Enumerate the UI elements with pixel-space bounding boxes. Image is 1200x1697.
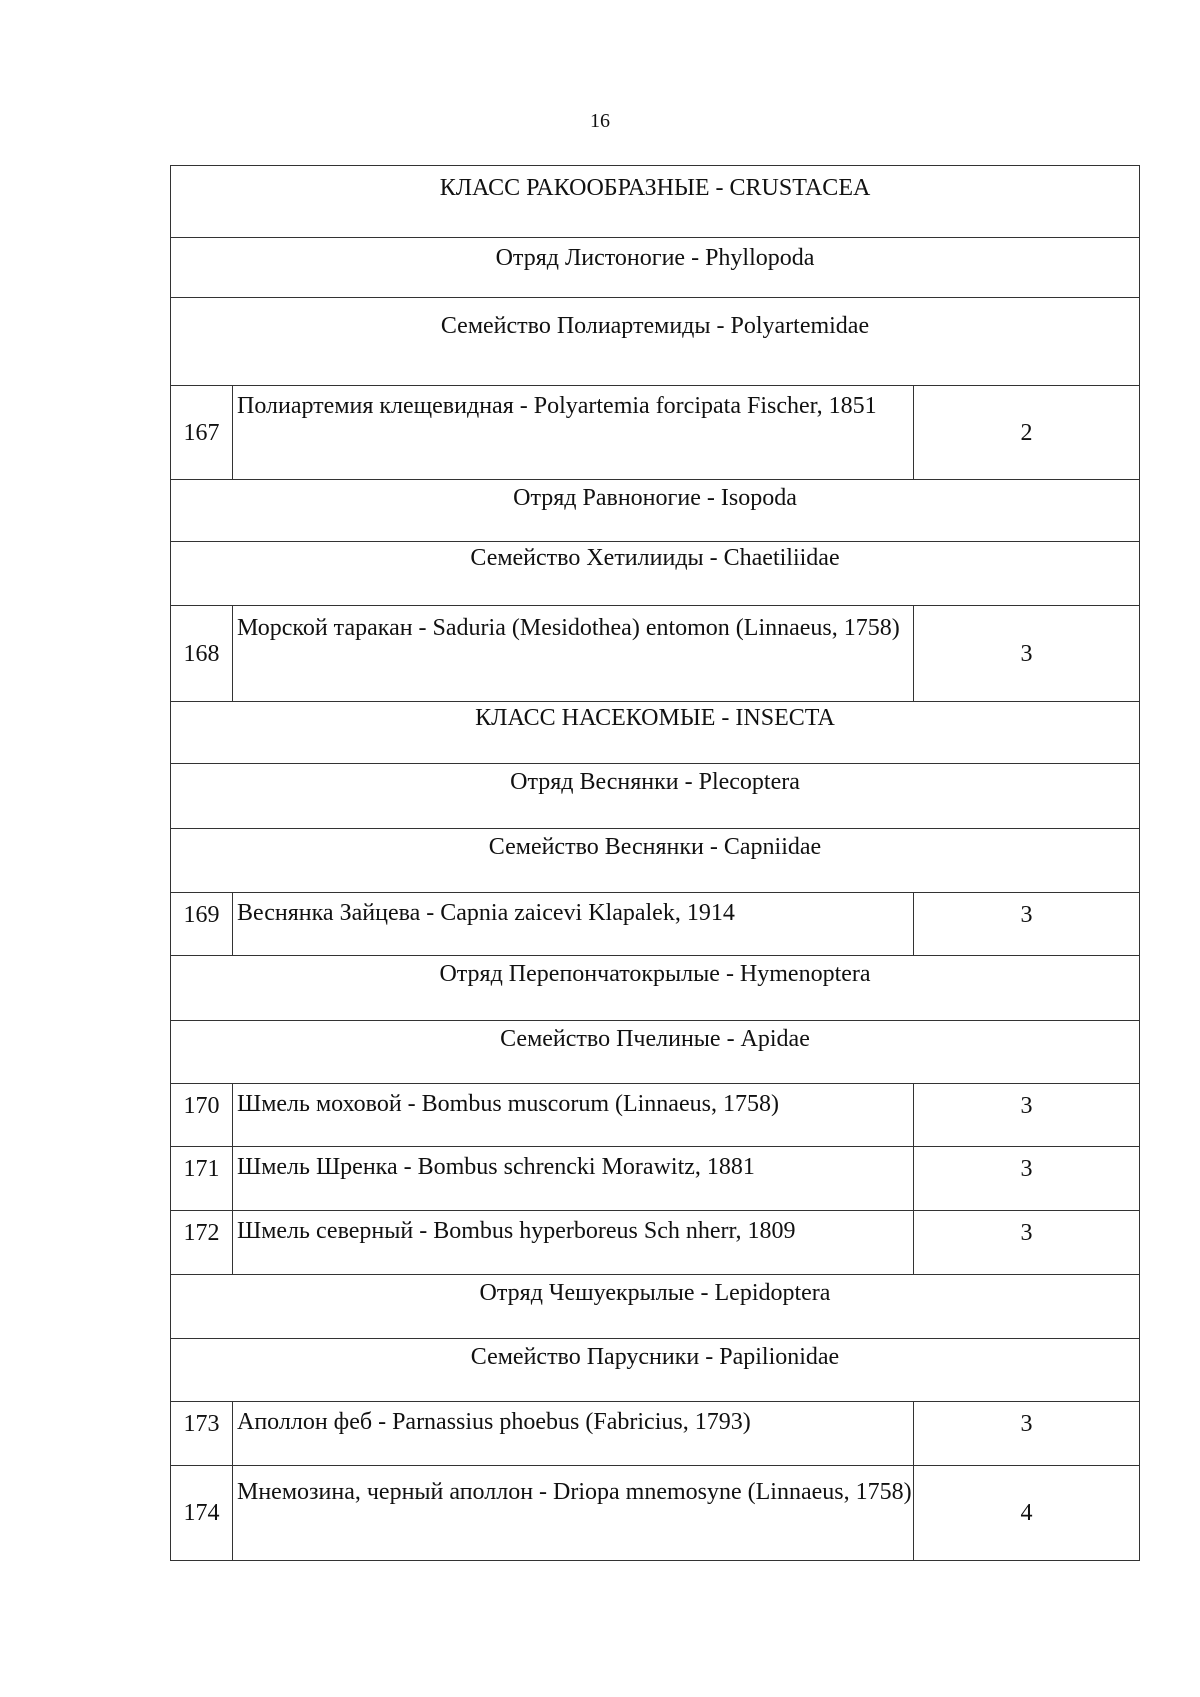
family-header: Семейство Хетилииды - Chaetiliidae	[171, 542, 1140, 606]
species-name: Шмель моховой - Bombus muscorum (Linnaeus, 1758)	[233, 1084, 914, 1147]
status-category: 4	[914, 1466, 1140, 1561]
page-number: 16	[590, 110, 610, 132]
table-row	[171, 1275, 1140, 1339]
table-row	[171, 1021, 1140, 1084]
table-row	[171, 298, 1140, 386]
family-header: Семейство Парусники - Papilionidae	[171, 1339, 1140, 1402]
entry-number: 171	[171, 1147, 233, 1211]
status-category: 2	[914, 386, 1140, 480]
status-category: 3	[914, 1211, 1140, 1275]
status-category: 3	[914, 606, 1140, 702]
table-row	[171, 166, 1140, 238]
table-row	[171, 1339, 1140, 1402]
family-header: Семейство Пчелиные - Apidae	[171, 1021, 1140, 1084]
table-row	[171, 1211, 1140, 1275]
table-row	[171, 238, 1140, 298]
table-row	[171, 1084, 1140, 1147]
species-name: Веснянка Зайцева - Capnia zaicevi Klapalek, 1914	[233, 893, 914, 956]
table-row	[171, 606, 1140, 702]
species-table	[170, 165, 1140, 1561]
entry-number: 172	[171, 1211, 233, 1275]
family-header: Семейство Веснянки - Capniidae	[171, 829, 1140, 893]
family-header: Семейство Полиартемиды - Polyartemidae	[171, 298, 1140, 386]
table-row	[171, 893, 1140, 956]
status-category: 3	[914, 1402, 1140, 1466]
class-header: КЛАСС НАСЕКОМЫЕ - INSECTA	[171, 702, 1140, 764]
table-row	[171, 1147, 1140, 1211]
entry-number: 173	[171, 1402, 233, 1466]
table-row	[171, 542, 1140, 606]
entry-number: 174	[171, 1466, 233, 1561]
order-header: Отряд Перепончатокрылые - Hymenoptera	[171, 956, 1140, 1021]
entry-number: 167	[171, 386, 233, 480]
entry-number: 168	[171, 606, 233, 702]
order-header: Отряд Листоногие - Phyllopoda	[171, 238, 1140, 298]
order-header: Отряд Равноногие - Isopoda	[171, 480, 1140, 542]
species-name: Полиартемия клещевидная - Polyartemia forcipata Fischer, 1851	[233, 386, 914, 480]
status-category: 3	[914, 1147, 1140, 1211]
table-row	[171, 1402, 1140, 1466]
entry-number: 170	[171, 1084, 233, 1147]
class-header: КЛАСС РАКООБРАЗНЫЕ - CRUSTACEA	[171, 166, 1140, 238]
order-header: Отряд Чешуекрылые - Lepidoptera	[171, 1275, 1140, 1339]
order-header: Отряд Веснянки - Plecoptera	[171, 764, 1140, 829]
species-name: Мнемозина, черный аполлон - Driopa mnemosyne (Linnaeus, 1758)	[233, 1466, 914, 1561]
species-name: Шмель Шренка - Bombus schrencki Morawitz, 1881	[233, 1147, 914, 1211]
table-row	[171, 956, 1140, 1021]
table-row	[171, 480, 1140, 542]
species-name: Аполлон феб - Parnassius phoebus (Fabricius, 1793)	[233, 1402, 914, 1466]
table-row	[171, 386, 1140, 480]
table-row	[171, 764, 1140, 829]
status-category: 3	[914, 893, 1140, 956]
species-name: Морской таракан - Saduria (Mesidothea) entomon (Linnaeus, 1758)	[233, 606, 914, 702]
status-category: 3	[914, 1084, 1140, 1147]
table-row	[171, 702, 1140, 764]
table-row	[171, 829, 1140, 893]
species-name: Шмель северный - Bombus hyperboreus Sch nherr, 1809	[233, 1211, 914, 1275]
table-row	[171, 1466, 1140, 1561]
entry-number: 169	[171, 893, 233, 956]
